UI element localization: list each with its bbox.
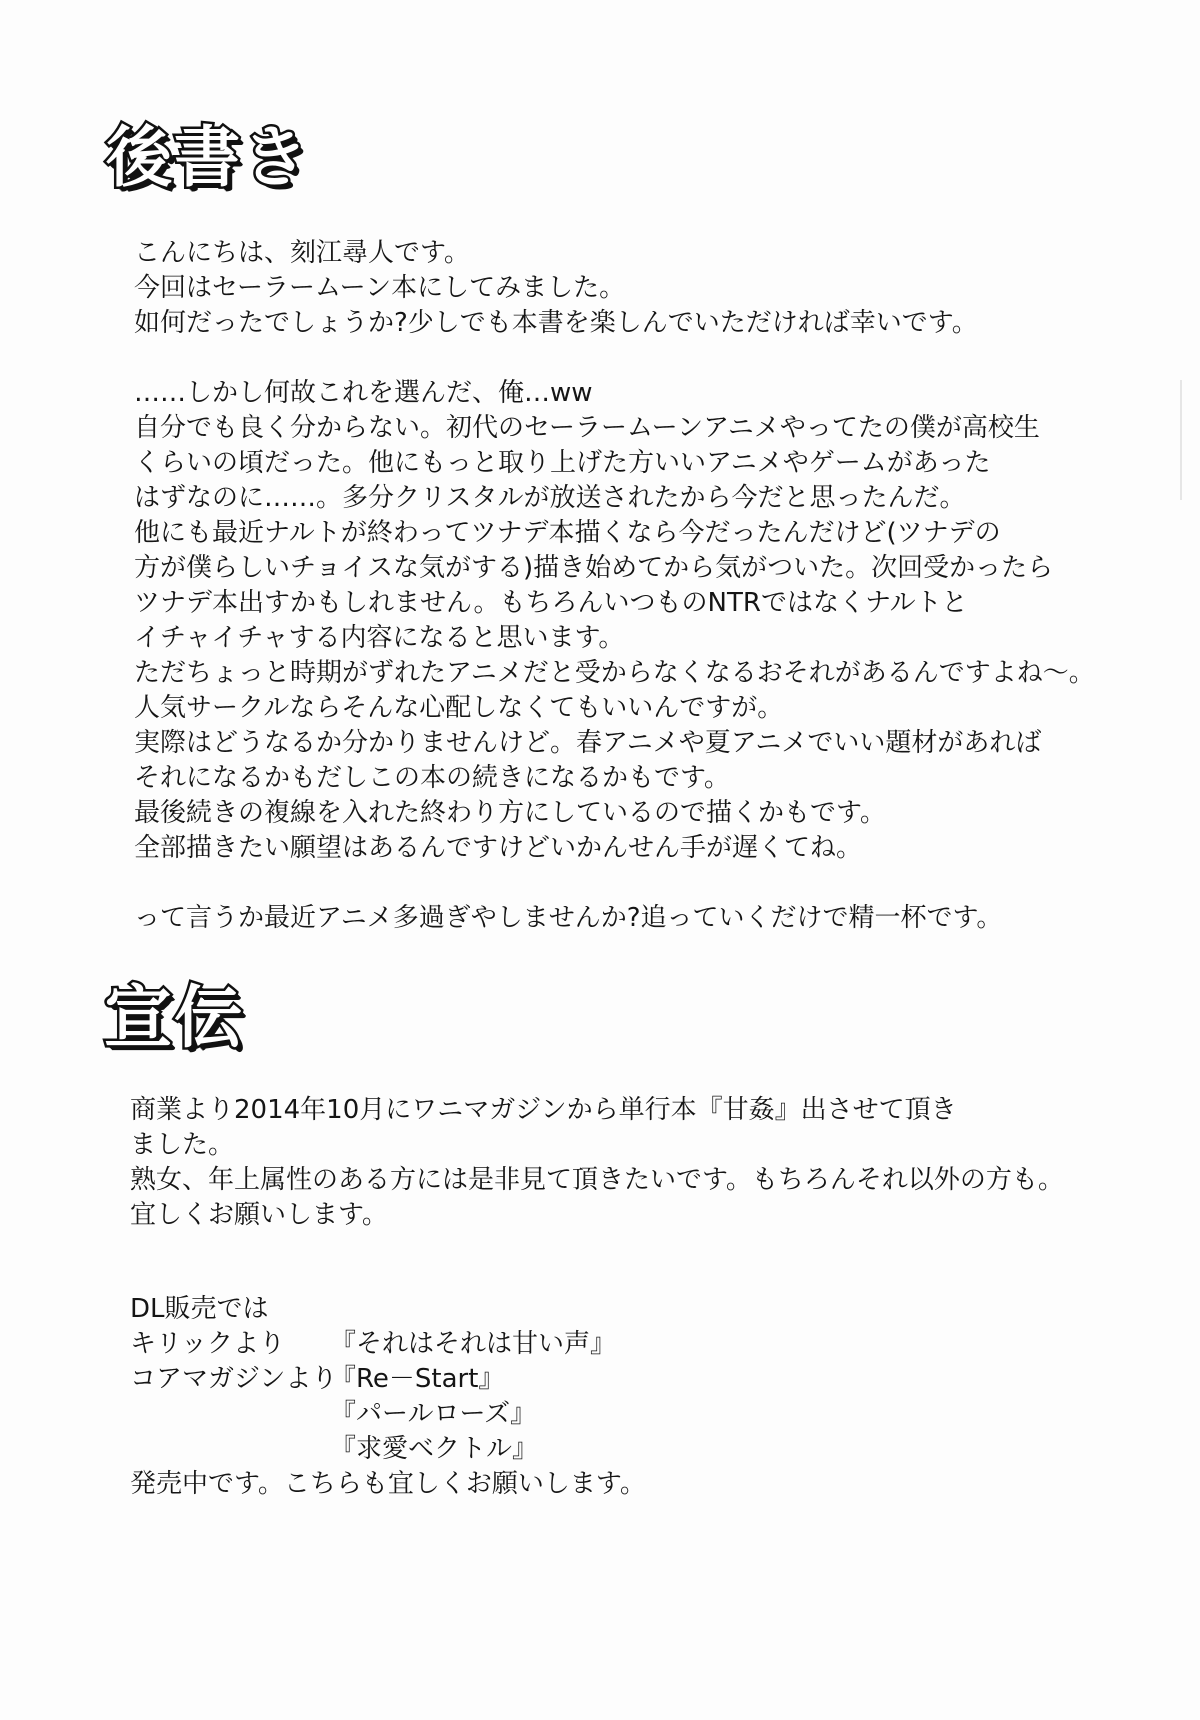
dl-item-title: 『求愛ベクトル』 (330, 1434, 539, 1464)
paragraph-gap (134, 866, 1095, 901)
promo-heading: 宣伝 (104, 979, 245, 1058)
afterword-line: ツナデ本出すかもしれません。もちろんいつものNTRではなくナルトと (134, 588, 968, 618)
afterword-line: 如何だったでしょうか?少しでも本書を楽しんでいただければ幸いです。 (134, 308, 978, 338)
promo-line: ました。 (130, 1130, 235, 1160)
dl-closing: 発売中です。こちらも宜しくお願いします。 (130, 1469, 646, 1499)
dl-item-title: 『それはそれは甘い声』 (330, 1329, 617, 1359)
afterword-line: 自分でも良く分からない。初代のセーラームーンアニメやってたの僕が高校生 (134, 413, 1040, 443)
afterword-line: 方が僕らしいチョイスな気がする)描き始めてから気がついた。次回受かったら (134, 553, 1054, 583)
promo-line: 商業より2014年10月にワニマガジンから単行本『甘姦』出させて頂き (130, 1095, 957, 1125)
afterword-heading: 後書き (106, 119, 310, 196)
scan-edge-mark (1180, 380, 1182, 500)
dl-item-title: 『Re－Start』 (330, 1364, 505, 1394)
afterword-line: 人気サークルならそんな心配しなくてもいいんですが。 (134, 693, 784, 723)
afterword-line: くらいの頃だった。他にもっと取り上げた方いいアニメやゲームがあった (134, 448, 991, 478)
afterword-line: 全部描きたい願望はあるんですけどいかんせん手が遅くてね。 (134, 833, 863, 863)
dl-intro: DL販売では (130, 1294, 269, 1324)
afterword-line: って言うか最近アニメ多過ぎやしませんか?追っていくだけで精一杯です。 (134, 903, 1003, 933)
afterword-text (134, 236, 1095, 936)
afterword-line: ただちょっと時期がずれたアニメだと受からなくなるおそれがあるんですよね～。 (134, 658, 1095, 688)
afterword-line: イチャイチャする内容になると思います。 (134, 623, 625, 653)
dl-item-title: 『パールローズ』 (330, 1399, 537, 1429)
afterword-line: それになるかもだしこの本の続きになるかもです。 (134, 763, 730, 793)
dl-item-source: コアマガジンより (130, 1364, 338, 1394)
afterword-line: 他にも最近ナルトが終わってツナデ本描くなら今だったんだけど(ツナデの (134, 518, 1001, 548)
promo-text (130, 1093, 1064, 1233)
afterword-line: こんにちは、刻江尋人です。 (134, 238, 470, 268)
promo-line: 熟女、年上属性のある方には是非見て頂きたいです。もちろんそれ以外の方も。 (130, 1165, 1064, 1195)
afterword-line: 実際はどうなるか分かりませんけど。春アニメや夏アニメでいい題材があれば (134, 728, 1042, 758)
afterword-line: はずなのに……。多分クリスタルが放送されたから今だと思ったんだ。 (134, 483, 966, 513)
promo-line: 宜しくお願いします。 (130, 1200, 388, 1230)
paragraph-gap (134, 341, 1095, 376)
afterword-line: ……しかし何故これを選んだ、俺…ww (134, 378, 593, 408)
dl-item-source: キリックより (130, 1329, 285, 1359)
afterword-line: 今回はセーラームーン本にしてみました。 (134, 273, 626, 303)
afterword-line: 最後続きの複線を入れた終わり方にしているので描くかもです。 (134, 798, 886, 828)
